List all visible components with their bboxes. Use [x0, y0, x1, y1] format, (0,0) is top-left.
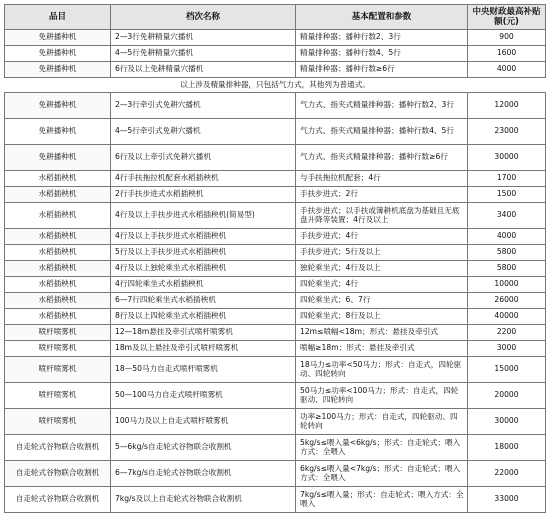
subsidy-cell: 2200 — [468, 325, 546, 341]
table-row — [5, 409, 546, 435]
category-cell: 免耕播种机 — [5, 145, 111, 171]
table-row — [5, 277, 546, 293]
subsidy-cell: 1500 — [468, 187, 546, 203]
subsidy-cell: 5800 — [468, 245, 546, 261]
params-cell: 手扶步进式；以手扶或簿耕机底盘为基础且无底盘升降等装置；4行及以上 — [296, 203, 468, 229]
table-row — [5, 62, 546, 78]
category-cell: 免耕播种机 — [5, 93, 111, 119]
table-row — [5, 203, 546, 229]
params-cell: 18马力≤功率<50马力；形式：自走式，四轮驱动、四轮转向 — [296, 357, 468, 383]
grade-cell: 18m及以上悬挂及牵引式喷杆喷雾机 — [111, 341, 296, 357]
table-row — [5, 341, 546, 357]
category-cell: 免耕播种机 — [5, 119, 111, 145]
table-row — [5, 119, 546, 145]
grade-cell: 2—3行牵引式免耕穴播机 — [111, 93, 296, 119]
header-category: 品目 — [5, 5, 111, 30]
params-cell: 6kg/s≤喂入量<7kg/s；形式：自走轮式；喂入方式：全喂入 — [296, 461, 468, 487]
category-cell: 喷杆喷雾机 — [5, 409, 111, 435]
table-row — [5, 261, 546, 277]
subsidy-table-sheet — [4, 4, 545, 508]
grade-cell: 50—100马力自走式喷杆喷雾机 — [111, 383, 296, 409]
params-cell: 气力式、指夹式精量排种器；播种行数4、5行 — [296, 119, 468, 145]
grade-cell: 2行手扶步进式水稻插秧机 — [111, 187, 296, 203]
subsidy-cell: 4000 — [468, 229, 546, 245]
table-header-row — [5, 5, 546, 30]
category-cell: 自走轮式谷物联合收割机 — [5, 461, 111, 487]
subsidy-cell: 10000 — [468, 277, 546, 293]
subsidy-cell: 4000 — [468, 62, 546, 78]
header-params: 基本配置和参数 — [296, 5, 468, 30]
category-cell: 免耕播种机 — [5, 30, 111, 46]
header-grade: 档次名称 — [111, 5, 296, 30]
subsidy-cell: 1600 — [468, 46, 546, 62]
subsidy-cell: 15000 — [468, 357, 546, 383]
grade-cell: 100马力及以上自走式喷杆喷雾机 — [111, 409, 296, 435]
params-cell: 5kg/s≤喂入量<6kg/s；形式：自走轮式；喂入方式：全喂入 — [296, 435, 468, 461]
subsidy-cell: 3000 — [468, 341, 546, 357]
table-row — [5, 145, 546, 171]
grade-cell: 5—6kg/s自走轮式谷物联合收割机 — [111, 435, 296, 461]
grade-cell: 4—5行牵引式免耕穴播机 — [111, 119, 296, 145]
subsidy-cell: 23000 — [468, 119, 546, 145]
params-cell: 50马力≤功率<100马力；形式：自走式，四轮驱动、四轮转向 — [296, 383, 468, 409]
subsidy-cell: 30000 — [468, 409, 546, 435]
header-subsidy: 中央财政最高补贴额(元) — [468, 5, 546, 30]
subsidy-cell: 900 — [468, 30, 546, 46]
grade-cell: 18—50马力自走式喷杆喷雾机 — [111, 357, 296, 383]
grade-cell: 6行及以上免耕精量穴播机 — [111, 62, 296, 78]
grade-cell: 4行及以上手扶步进式水稻插秧机 — [111, 229, 296, 245]
subsidy-table — [4, 4, 546, 513]
params-cell: 独轮乘坐式；4行及以上 — [296, 261, 468, 277]
subsidy-cell: 20000 — [468, 383, 546, 409]
subsidy-cell: 5800 — [468, 261, 546, 277]
subsidy-cell: 3400 — [468, 203, 546, 229]
subsidy-cell: 18000 — [468, 435, 546, 461]
grade-cell: 4—5行免耕精量穴播机 — [111, 46, 296, 62]
category-cell: 水稻插秧机 — [5, 187, 111, 203]
params-cell: 气力式、指夹式精量排种器；播种行数2、3行 — [296, 93, 468, 119]
grade-cell: 8行及以上四轮乘坐式水稻插秧机 — [111, 309, 296, 325]
grade-cell: 5行及以上手扶步进式水稻插秧机 — [111, 245, 296, 261]
params-cell: 手扶步进式；2行 — [296, 187, 468, 203]
table-row — [5, 187, 546, 203]
table-row — [5, 46, 546, 62]
table-row — [5, 357, 546, 383]
subsidy-cell: 22000 — [468, 461, 546, 487]
grade-cell: 4行四轮乘坐式水稻插秧机 — [111, 277, 296, 293]
table-row — [5, 245, 546, 261]
grade-cell: 12—18m悬挂及牵引式喷杆喷雾机 — [111, 325, 296, 341]
table-row — [5, 309, 546, 325]
params-cell: 与手扶拖拉机配套；4行 — [296, 171, 468, 187]
category-cell: 喷杆喷雾机 — [5, 357, 111, 383]
params-cell: 7kg/s≤喂入量；形式：自走轮式；喂入方式：全喂入 — [296, 487, 468, 513]
category-cell: 喷杆喷雾机 — [5, 383, 111, 409]
category-cell: 水稻插秧机 — [5, 245, 111, 261]
subsidy-cell: 12000 — [468, 93, 546, 119]
subsidy-cell: 40000 — [468, 309, 546, 325]
category-cell: 水稻插秧机 — [5, 293, 111, 309]
grade-cell: 4行及以上手扶步进式水稻插秧机(简易型) — [111, 203, 296, 229]
params-cell: 四轮乘坐式；6、7行 — [296, 293, 468, 309]
category-cell: 免耕播种机 — [5, 46, 111, 62]
category-cell: 免耕播种机 — [5, 62, 111, 78]
subsidy-cell: 1700 — [468, 171, 546, 187]
table-note-row — [5, 78, 546, 93]
params-cell: 手扶步进式；5行及以上 — [296, 245, 468, 261]
table-row — [5, 171, 546, 187]
table-row — [5, 435, 546, 461]
table-row — [5, 30, 546, 46]
params-cell: 四轮乘坐式；4行 — [296, 277, 468, 293]
params-cell: 气力式、指夹式精量排种器；播种行数≥6行 — [296, 145, 468, 171]
category-cell: 水稻插秧机 — [5, 229, 111, 245]
table-row — [5, 229, 546, 245]
category-cell: 水稻插秧机 — [5, 203, 111, 229]
category-cell: 水稻插秧机 — [5, 261, 111, 277]
category-cell: 水稻插秧机 — [5, 277, 111, 293]
params-cell: 四轮乘坐式；8行及以上 — [296, 309, 468, 325]
params-cell: 精量排种器；播种行数2、3行 — [296, 30, 468, 46]
subsidy-cell: 33000 — [468, 487, 546, 513]
grade-cell: 6—7kg/s自走轮式谷物联合收割机 — [111, 461, 296, 487]
table-row — [5, 325, 546, 341]
params-cell: 手扶步进式；4行 — [296, 229, 468, 245]
table-note: 以上涉及精量排种器，只包括气力式，其他列为普通式。 — [5, 78, 546, 93]
table-row — [5, 293, 546, 309]
params-cell: 精量排种器；播种行数4、5行 — [296, 46, 468, 62]
category-cell: 自走轮式谷物联合收割机 — [5, 435, 111, 461]
table-row — [5, 487, 546, 513]
table-row — [5, 383, 546, 409]
grade-cell: 6行及以上牵引式免耕穴播机 — [111, 145, 296, 171]
grade-cell: 4行及以上独轮乘坐式水稻插秧机 — [111, 261, 296, 277]
grade-cell: 2—3行免耕精量穴播机 — [111, 30, 296, 46]
category-cell: 喷杆喷雾机 — [5, 341, 111, 357]
category-cell: 水稻插秧机 — [5, 171, 111, 187]
table-row — [5, 461, 546, 487]
subsidy-cell: 26000 — [468, 293, 546, 309]
category-cell: 水稻插秧机 — [5, 309, 111, 325]
table-row — [5, 93, 546, 119]
params-cell: 精量排种器；播种行数≥6行 — [296, 62, 468, 78]
params-cell: 功率≥100马力；形式：自走式，四轮驱动、四轮转向 — [296, 409, 468, 435]
subsidy-cell: 30000 — [468, 145, 546, 171]
params-cell: 喷幅≥18m；形式：悬挂及牵引式 — [296, 341, 468, 357]
category-cell: 自走轮式谷物联合收割机 — [5, 487, 111, 513]
grade-cell: 7kg/s及以上自走轮式谷物联合收割机 — [111, 487, 296, 513]
params-cell: 12m≤喷幅<18m；形式：悬挂及牵引式 — [296, 325, 468, 341]
category-cell: 喷杆喷雾机 — [5, 325, 111, 341]
grade-cell: 4行手扶拖拉机配套水稻插秧机 — [111, 171, 296, 187]
grade-cell: 6—7行四轮乘坐式水稻插秧机 — [111, 293, 296, 309]
